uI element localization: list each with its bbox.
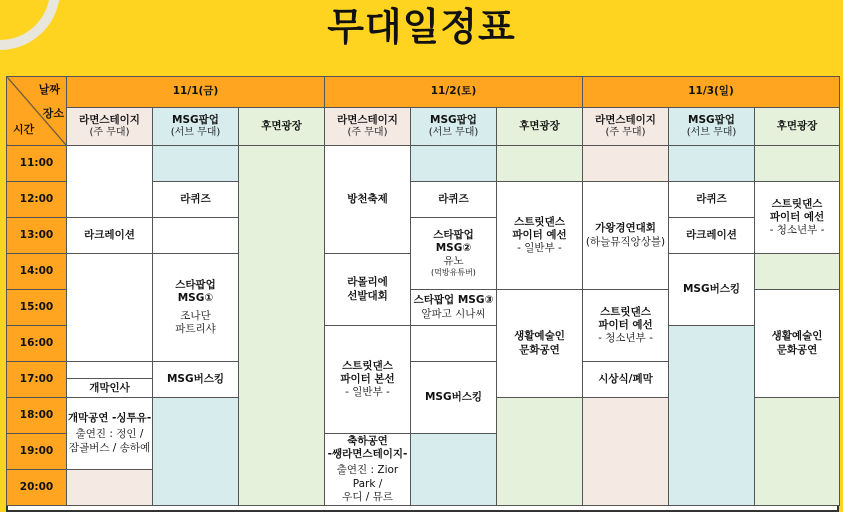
event-cell: 라몰리에 선발대회 bbox=[325, 254, 411, 326]
hour-label: 19:00 bbox=[7, 434, 67, 470]
venue-rear-square: 후면광장 bbox=[239, 108, 325, 146]
event-cell: 스트릿댄스 파이터 예선 - 청소년부 - bbox=[583, 290, 669, 362]
schedule-cell-empty bbox=[411, 434, 497, 506]
header-corner bbox=[7, 77, 67, 146]
day-header-3: 11/3(일) bbox=[583, 77, 840, 108]
event-cell: 개막공연 -싱투유- 출연진 : 정인 / 잠골버스 / 송하예 bbox=[67, 398, 153, 470]
schedule-cell-empty bbox=[583, 146, 669, 182]
venue-msg-popup: MSG팝업 (서브 무대) bbox=[411, 108, 497, 146]
event-cell: MSG버스킹 bbox=[669, 254, 755, 326]
slot-row bbox=[7, 218, 840, 254]
event-cell: 스트릿댄스 파이터 예선 - 청소년부 - bbox=[755, 182, 840, 254]
time-label: 시간 bbox=[13, 123, 35, 137]
event-cell: 스타팝업 MSG② 유노 (먹방유튜버) bbox=[411, 218, 497, 290]
hour-label: 12:00 bbox=[7, 182, 67, 218]
hour-label: 18:00 bbox=[7, 398, 67, 434]
venue-main-stage: 라면스테이지 (주 무대) bbox=[67, 108, 153, 146]
event-cell: 라크레이션 bbox=[669, 218, 755, 254]
event-cell: 스타팝업 MSG③ 알파고 시나씨 bbox=[411, 290, 497, 326]
schedule-cell-empty bbox=[239, 146, 325, 506]
venue-msg-popup: MSG팝업 (서브 무대) bbox=[153, 108, 239, 146]
event-cell: 라퀴즈 bbox=[669, 182, 755, 218]
event-cell: 생활예술인 문화공연 bbox=[755, 290, 840, 398]
event-cell: 방천축제 bbox=[325, 146, 411, 254]
event-cell: 스트릿댄스 파이터 예선 - 일반부 - bbox=[497, 182, 583, 290]
schedule-cell-empty bbox=[67, 470, 153, 506]
hour-label: 14:00 bbox=[7, 254, 67, 290]
venue-msg-popup: MSG팝업 (서브 무대) bbox=[669, 108, 755, 146]
schedule-cell-empty bbox=[153, 146, 239, 182]
schedule-cell-empty bbox=[497, 146, 583, 182]
venue-rear-square: 후면광장 bbox=[755, 108, 840, 146]
event-cell: 생활예술인 문화공연 bbox=[497, 290, 583, 398]
day-header-2: 11/2(토) bbox=[325, 77, 583, 108]
schedule-cell-empty bbox=[411, 326, 497, 362]
schedule-cell-empty bbox=[153, 218, 239, 254]
venue-main-stage: 라면스테이지 (주 무대) bbox=[583, 108, 669, 146]
event-cell: 가왕경연대회 (하늘뮤직앙상블) bbox=[583, 182, 669, 290]
event-cell: MSG버스킹 bbox=[153, 362, 239, 398]
day-header-1: 11/1(금) bbox=[67, 77, 325, 108]
event-cell: 라크레이션 bbox=[67, 218, 153, 254]
event-cell: 라퀴즈 bbox=[153, 182, 239, 218]
schedule-cell-empty bbox=[669, 146, 755, 182]
hour-label: 13:00 bbox=[7, 218, 67, 254]
schedule-cell-empty bbox=[67, 254, 153, 362]
date-label: 날짜 bbox=[38, 83, 60, 96]
schedule-cell-empty bbox=[153, 398, 239, 506]
hour-label: 16:00 bbox=[7, 326, 67, 362]
event-cell: 스타팝업 MSG① 조나단 파트리샤 bbox=[153, 254, 239, 362]
event-cell: MSG버스킹 bbox=[411, 362, 497, 434]
venue-rear-square: 후면광장 bbox=[497, 108, 583, 146]
schedule-cell-empty bbox=[755, 398, 840, 506]
page-title: 무대일정표 bbox=[327, 5, 516, 49]
schedule-cell-empty bbox=[755, 254, 840, 290]
schedule-cell-empty bbox=[497, 398, 583, 506]
hour-label: 15:00 bbox=[7, 290, 67, 326]
venue-header-row bbox=[7, 108, 840, 146]
schedule-cell-empty bbox=[411, 146, 497, 182]
event-cell: 스트릿댄스 파이터 본선 - 일반부 - bbox=[325, 326, 411, 434]
slot-row bbox=[7, 146, 840, 182]
day-header-row bbox=[7, 77, 840, 108]
hour-label: 17:00 bbox=[7, 362, 67, 398]
venue-main-stage: 라면스테이지 (주 무대) bbox=[325, 108, 411, 146]
place-label: 장소 bbox=[42, 107, 64, 120]
stage-schedule-table bbox=[6, 76, 840, 506]
event-cell: 축하공연 -쌩라면스테이지- 출연진 : Zior Park / 우디 / 뮤르 bbox=[325, 434, 411, 506]
event-cell: 라퀴즈 bbox=[411, 182, 497, 218]
schedule-cell-empty bbox=[669, 326, 755, 506]
hour-label: 20:00 bbox=[7, 470, 67, 506]
event-cell: 개막인사 bbox=[67, 362, 153, 398]
event-cell: 시상식/폐막 bbox=[583, 362, 669, 398]
hour-label: 11:00 bbox=[7, 146, 67, 182]
schedule-cell-empty bbox=[67, 146, 153, 218]
schedule-cell-empty bbox=[755, 146, 840, 182]
schedule-cell-empty bbox=[583, 398, 669, 506]
